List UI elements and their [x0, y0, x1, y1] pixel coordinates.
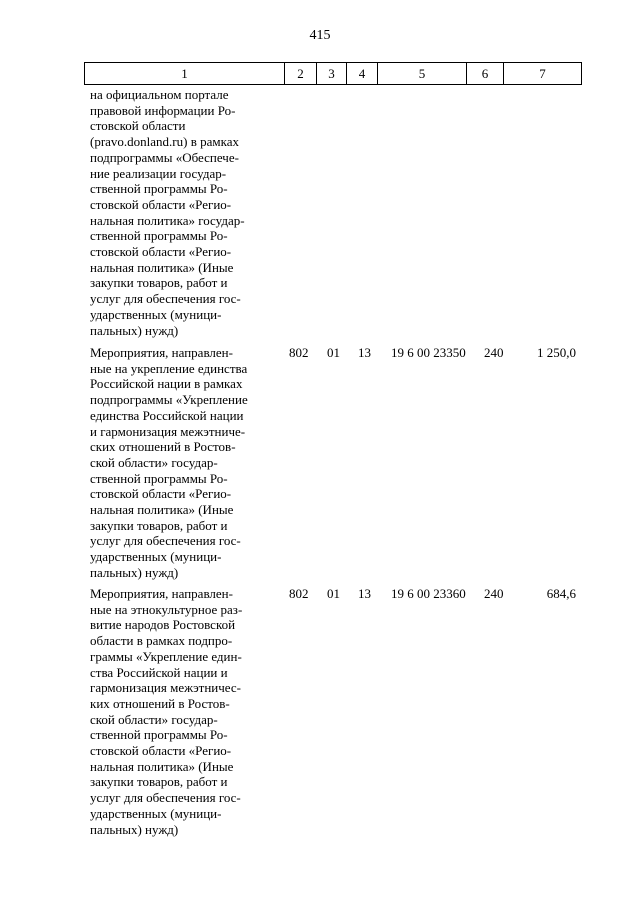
- expense-type-code: 240: [484, 345, 504, 360]
- header-col-1: 1: [85, 63, 285, 84]
- section-code: 01: [327, 345, 340, 360]
- subsection-code: 13: [358, 586, 371, 601]
- table-row: [84, 345, 580, 585]
- header-col-7: 7: [539, 66, 546, 81]
- ved-code: 802: [289, 586, 309, 601]
- header-col-4: 4: [347, 63, 378, 84]
- header-col-3: 3: [317, 63, 347, 84]
- row-description: на официальном портале правовой информации Ро- стовской области (pravo.donland.ru) в рамках подпрограммы «Обеспече- ние реализации государ- ственной программы Ро- стовской области «Регио- нальная политика» государ- ственной программы Ро- стовской области «Регио- нальная политика» (Иные закупки товаров, работ и услуг для обеспечения гос- ударственных (муници- пальных) нужд): [90, 87, 245, 338]
- ved-code: 802: [289, 345, 309, 360]
- page-number: 415: [309, 28, 331, 43]
- section-code: 01: [327, 586, 340, 601]
- row-description: Мероприятия, направлен- ные на укрепление единства Российской нации в рамках подпрограммы «Укрепление единства Российской нации и гармонизация межэтниче- ских отношений в Ростов- ской области» государ- ственной программы Ро- стовской области «Регио- нальная политика» (Иные закупки товаров, работ и услуг для обеспечения гос- ударственных (муници- пальных) нужд): [90, 345, 248, 580]
- header-col-2: 2: [285, 63, 317, 84]
- header-col-5: 5: [378, 63, 467, 84]
- table-row: [84, 87, 580, 337]
- target-article-code: 19 6 00 23360: [391, 586, 466, 601]
- header-col-6: 6: [467, 63, 504, 84]
- subsection-code: 13: [358, 345, 371, 360]
- amount-value: 684,6: [546, 586, 576, 601]
- table-header: [84, 62, 582, 85]
- table-row: [84, 586, 580, 846]
- expense-type-code: 240: [484, 586, 504, 601]
- target-article-code: 19 6 00 23350: [391, 345, 466, 360]
- row-description: Мероприятия, направлен- ные на этнокультурное раз- витие народов Ростовской области в рамках подпро- граммы «Укрепление един- ства Российской нации и гармонизация межэтничес- ких отношений в Ростов- ской области» государ- ственной программы Ро- стовской области «Регио- нальная политика» (Иные закупки товаров, работ и услуг для обеспечения гос- ударственных (муници- пальных) нужд): [90, 586, 243, 837]
- amount-value: 1 250,0: [537, 345, 576, 360]
